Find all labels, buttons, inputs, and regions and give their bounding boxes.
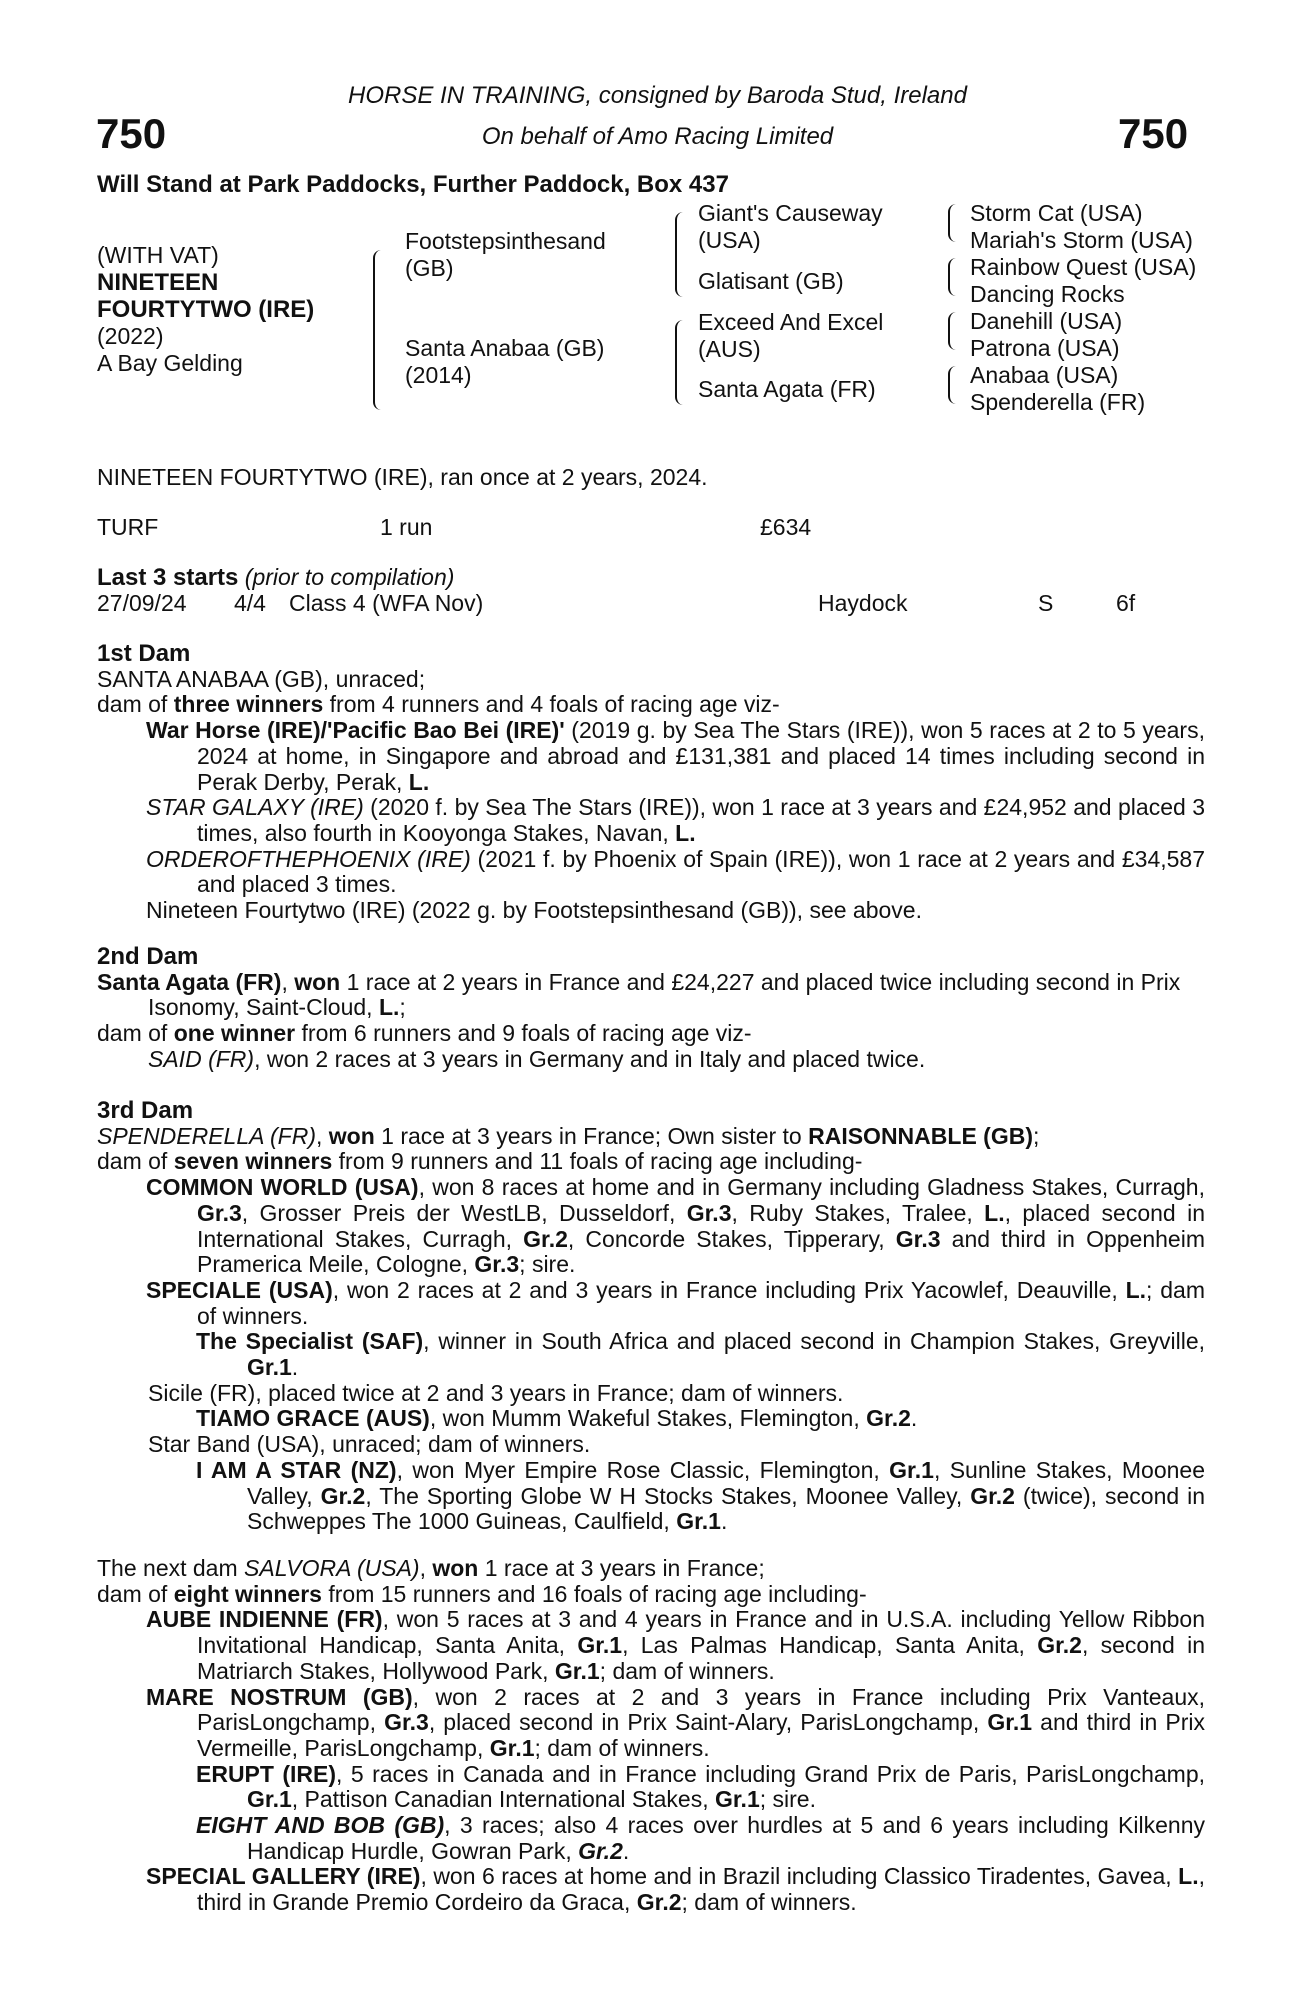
pedigree-dam: Santa Anabaa (GB) (2014) xyxy=(405,335,605,388)
lot-number-left: 750 xyxy=(96,110,167,157)
first-dam-produce: dam of three winners from 4 runners and 4 foals of racing age viz- xyxy=(97,691,780,718)
consignor-line: On behalf of Amo Racing Limited xyxy=(481,123,834,150)
progeny-orderofthephoenix: ORDEROFTHEPHOENIX (IRE) (2021 f. by Phoenix of Spain (IRE)), won 1 race at 2 years and £34,587 and placed 3 times. xyxy=(146,845,1205,898)
lot-number-right: 750 xyxy=(1118,110,1189,157)
second-dam-intro: Santa Agata (FR), won 1 race at 2 years in France and £24,227 and placed twice including second in Prix Isonomy, Saint-Cloud, L.; xyxy=(97,968,1181,1021)
progeny-mare-nostrum: MARE NOSTRUM (GB), won 2 races at 2 and 3 years in France including Prix Vanteaux, ParisLongchamp, Gr.3, placed second in Prix Saint-Alary, ParisLongchamp, Gr.1 and third in Prix Vermeille, ParisLongchamp, Gr.1; dam of winners. xyxy=(146,1683,1205,1761)
next-dam-produce: dam of eight winners from 15 runners and 16 foals of racing age including- xyxy=(97,1580,867,1607)
pedigree-third-generation: Storm Cat (USA) Mariah's Storm (USA) Rainbow Quest (USA) Dancing Rocks Danehill (USA) Patrona (USA) Anabaa (USA) Spenderella (FR) xyxy=(970,200,1197,415)
progeny-war-horse: War Horse (IRE)/'Pacific Bao Bei (IRE)' (2019 g. by Sea The Stars (IRE)), won 5 races at 2 to 5 years, 2024 at home, in Singapore and abroad and £131,381 and placed 14 times including second in Perak Derby, Perak, L. xyxy=(146,717,1205,795)
third-dam-section xyxy=(97,1098,1205,1535)
start-race: Class 4 (WFA Nov) xyxy=(289,590,484,616)
horse-year: (2022) xyxy=(97,323,164,349)
pedigree-dam-dam: Santa Agata (FR) xyxy=(698,376,876,402)
horse-identity xyxy=(97,242,314,377)
progeny-star-band: Star Band (USA), unraced; dam of winners. xyxy=(148,1431,591,1458)
record-runs: 1 run xyxy=(380,514,433,540)
progeny-said: SAID (FR), won 2 races at 3 years in Germany and in Italy and placed twice. xyxy=(148,1045,926,1072)
third-dam-title: 3rd Dam xyxy=(97,1097,194,1124)
pedigree-sire-dam: Glatisant (GB) xyxy=(698,268,844,294)
second-dam-title: 2nd Dam xyxy=(97,943,199,970)
progeny-eight-and-bob: EIGHT AND BOB (GB), 3 races; also 4 races over hurdles at 5 and 6 years including Kilkenny Handicap Hurdle, Gowran Park, Gr.2. xyxy=(196,1812,1205,1864)
progeny-tiamo-grace: TIAMO GRACE (AUS), won Mumm Wakeful Stakes, Flemington, Gr.2. xyxy=(196,1405,918,1432)
vat-note: (WITH VAT) xyxy=(97,242,219,268)
second-dam-section xyxy=(97,944,1205,1073)
progeny-aube-indienne: AUBE INDIENNE (FR), won 5 races at 3 and 4 years in France and in U.S.A. including Yellow Ribbon Invitational Handicap, Santa Anita, Gr.1, Las Palmas Handicap, Santa Anita, Gr.2, second in Matriarch Stakes, Hollywood Park, Gr.1; dam of winners. xyxy=(146,1606,1205,1684)
progeny-erupt: ERUPT (IRE), 5 races in Canada and in France including Grand Prix de Paris, ParisLongchamp, Gr.1, Pattison Canadian International Stakes, Gr.1; sire. xyxy=(196,1760,1206,1813)
progeny-sicile: Sicile (FR), placed twice at 2 and 3 years in France; dam of winners. xyxy=(148,1379,844,1406)
location-line: Will Stand at Park Paddocks, Further Paddock, Box 437 xyxy=(97,171,729,198)
next-dam-section xyxy=(97,1556,1205,1916)
next-dam-intro: The next dam SALVORA (USA), won 1 race at 3 years in France; xyxy=(97,1555,765,1581)
pedigree-bracket-g3-2 xyxy=(948,258,958,296)
start-position: 4/4 xyxy=(234,590,266,616)
pedigree-bracket-g3-4 xyxy=(948,366,958,404)
last-starts-heading: Last 3 starts (prior to compilation) xyxy=(97,564,455,591)
pedigree-sire-sire: Giant's Causeway (USA) xyxy=(698,200,883,253)
progeny-special-gallery: SPECIAL GALLERY (IRE), won 6 races at home and in Brazil including Classico Tiradentes, Gavea, L., third in Grande Premio Cordeiro da Graca, Gr.2; dam of winners. xyxy=(146,1863,1205,1916)
horse-description: A Bay Gelding xyxy=(97,350,243,376)
third-dam-intro: SPENDERELLA (FR), won 1 race at 3 years in France; Own sister to RAISONNABLE (GB); xyxy=(97,1122,1040,1149)
pedigree-bracket-g3-3 xyxy=(948,312,958,350)
last-start-row xyxy=(0,590,1315,618)
start-going: S xyxy=(1038,590,1054,616)
horse-name-line1: NINETEEN xyxy=(97,269,219,296)
progeny-i-am-a-star: I AM A STAR (NZ), won Myer Empire Rose Classic, Flemington, Gr.1, Sunline Stakes, Moonee Valley, Gr.2, The Sporting Globe W H Stocks Stakes, Moonee Valley, Gr.2 (twice), second in Schweppes The 1000 Guineas, Caulfield, Gr.1. xyxy=(196,1456,1206,1535)
pedigree-dam-sire: Exceed And Excel (AUS) xyxy=(698,309,884,362)
horse-name-line2: FOURTYTWO (IRE) xyxy=(97,296,315,323)
pedigree-bracket-g3-1 xyxy=(948,204,958,242)
start-course: Haydock xyxy=(818,590,908,616)
start-date: 27/09/24 xyxy=(97,590,187,616)
pedigree-bracket-dam xyxy=(675,320,685,405)
pedigree-bracket-sire xyxy=(675,212,685,297)
third-dam-produce: dam of seven winners from 9 runners and 11 foals of racing age including- xyxy=(97,1148,863,1175)
race-summary: NINETEEN FOURTYTWO (IRE), ran once at 2 years, 2024. xyxy=(97,464,708,490)
progeny-star-galaxy: STAR GALAXY (IRE) (2020 f. by Sea The Stars (IRE)), won 1 race at 3 years and £24,952 and placed 3 times, also fourth in Kooyonga Stakes, Navan, L. xyxy=(146,794,1205,846)
record-surface: TURF xyxy=(97,514,159,540)
progeny-nineteen-fourtytwo: Nineteen Fourtytwo (IRE) (2022 g. by Footstepsinthesand (GB)), see above. xyxy=(146,897,922,924)
progeny-the-specialist: The Specialist (SAF), winner in South Africa and placed second in Champion Stakes, Greyville, Gr.1. xyxy=(196,1328,1206,1381)
pedigree-bracket-main xyxy=(373,250,383,410)
record-earnings: £634 xyxy=(760,514,812,540)
consignment-line: HORSE IN TRAINING, consigned by Baroda Stud, Ireland xyxy=(348,82,967,109)
first-dam-intro: SANTA ANABAA (GB), unraced; xyxy=(97,665,426,692)
first-dam-title: 1st Dam xyxy=(97,640,191,667)
progeny-common-world: COMMON WORLD (USA), won 8 races at home and in Germany including Gladness Stakes, Curragh, Gr.3, Grosser Preis der WestLB, Dusseldorf, Gr.3, Ruby Stakes, Tralee, L., placed second in International Stakes, Curragh, Gr.2, Concorde Stakes, Tipperary, Gr.3 and third in Oppenheim Pramerica Meile, Cologne, Gr.3; sire. xyxy=(146,1174,1205,1278)
second-dam-produce: dam of one winner from 6 runners and 9 foals of racing age viz- xyxy=(97,1020,752,1047)
first-dam-section xyxy=(97,641,1205,924)
start-distance: 6f xyxy=(1116,590,1136,616)
pedigree-sire: Footstepsinthesand (GB) xyxy=(405,228,606,281)
progeny-speciale: SPECIALE (USA), won 2 races at 2 and 3 years in France including Prix Yacowlef, Deauville, L.; dam of winners. xyxy=(146,1276,1205,1329)
